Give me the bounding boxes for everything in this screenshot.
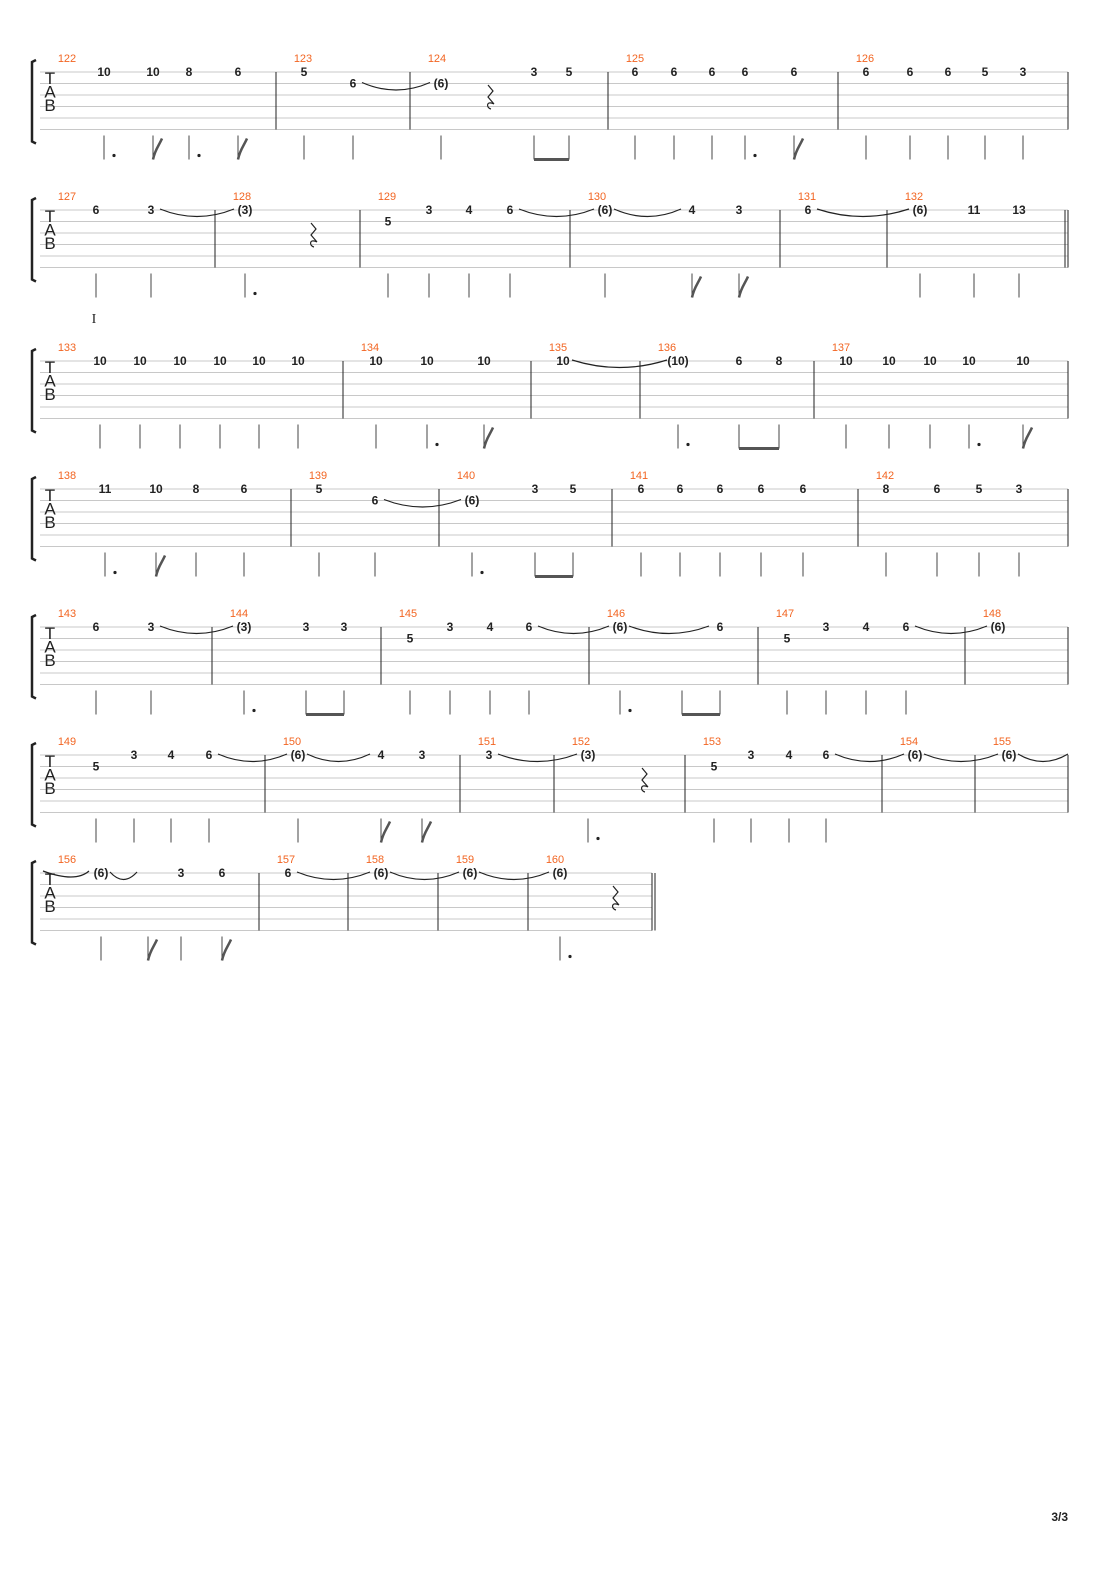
fret-number: 6 [716,482,724,496]
tab-clef-a: A [44,765,56,785]
fret-number: (6) [990,620,1006,634]
fret-number: 6 [205,748,213,762]
fret-number: 4 [862,620,870,634]
fret-number: 5 [384,214,392,229]
measure-number: 139 [308,470,328,482]
quarter-rest [613,886,619,910]
fret-number: 6 [637,482,645,496]
duration-dot [568,955,571,958]
fret-number: 10 [882,354,896,368]
system-bracket [32,198,36,282]
fret-number: (3) [237,203,253,217]
fret-number: 5 [300,65,308,79]
quarter-rest [488,85,494,109]
eighth-flag [153,139,162,160]
fret-number: (6) [552,866,568,880]
system-bracket [32,477,36,561]
tab-clef-b: B [44,96,56,115]
tab-clef-t: T [44,358,56,377]
fret-number: (3) [580,748,596,762]
fret-number: 3 [735,203,743,217]
tab-clef-b: B [44,651,56,670]
fret-number: 6 [708,65,716,79]
measure-number: 127 [57,191,77,203]
measure-number: 129 [377,191,397,203]
fret-number: 3 [822,620,830,634]
eighth-flag [238,139,247,160]
tab-clef-t: T [44,207,56,226]
measure-number: 130 [587,191,607,203]
eighth-flag [692,277,701,298]
measure-number: 140 [456,470,476,482]
fret-number: 8 [775,354,783,368]
fret-number: 3 [747,748,755,762]
fret-number: 3 [425,203,433,217]
tab-clef-t: T [44,752,56,771]
duration-dot [686,443,689,446]
fret-number: 6 [822,748,830,762]
tab-clef-t: T [44,69,56,88]
quarter-rest [642,768,648,792]
measure-number: 141 [629,470,649,482]
measure-number: 135 [548,342,568,354]
fret-number: (6) [612,620,628,634]
measure-number: 154 [899,736,919,748]
fret-number: 10 [420,354,434,368]
fret-number: 4 [377,748,385,762]
fret-number: 10 [93,354,107,368]
fret-number: 4 [688,203,696,217]
fret-number: 3 [418,748,426,762]
tab-clef-b: B [44,779,56,798]
fret-number: 8 [192,482,200,496]
fret-number: 10 [477,354,491,368]
fret-number: 5 [981,65,989,79]
fret-number: 8 [185,65,193,79]
fret-number: 10 [369,354,383,368]
fret-number: 5 [569,482,577,496]
fret-number: 3 [147,620,155,634]
fret-number: 3 [530,65,538,79]
measure-number: 131 [797,191,817,203]
measure-number: 143 [57,608,77,620]
measure-number: 145 [398,608,418,620]
tab-clef-a: A [44,82,56,102]
fret-number: 6 [757,482,765,496]
tab-clef-b: B [44,234,56,253]
measure-number: 159 [455,854,475,866]
fret-number: 6 [933,482,941,496]
fret-number: (6) [464,493,480,508]
fret-number: (6) [912,203,928,217]
fret-number: 10 [97,65,111,79]
tab-clef-b: B [44,513,56,532]
fret-number: 6 [349,76,357,91]
fret-number: 3 [446,620,454,634]
duration-dot [977,443,980,446]
fret-number: 3 [177,866,185,880]
fret-number: 6 [92,203,100,217]
fret-number: 10 [923,354,937,368]
duration-dot [253,292,256,295]
measure-number: 122 [57,53,77,65]
measure-number: 126 [855,53,875,65]
duration-dot [252,709,255,712]
fret-number: 3 [130,748,138,762]
eighth-flag [156,556,165,577]
measure-number: 147 [775,608,795,620]
duration-dot [435,443,438,446]
eighth-flag [739,277,748,298]
section-marker: I [91,312,97,327]
eighth-flag [484,428,493,449]
fret-number: 10 [173,354,187,368]
fret-number: 4 [167,748,175,762]
fret-number: 10 [1016,354,1030,368]
measure-number: 133 [57,342,77,354]
fret-number: 10 [133,354,147,368]
eighth-flag [381,822,390,843]
fret-number: 5 [710,759,718,774]
fret-number: 6 [284,866,292,880]
duration-dot [628,709,631,712]
measure-number: 146 [606,608,626,620]
tab-clef-b: B [44,897,56,916]
measure-number: 144 [229,608,249,620]
duration-dot [753,154,756,157]
measure-number: 142 [875,470,895,482]
fret-number: 3 [1019,65,1027,79]
fret-number: 6 [506,203,514,217]
eighth-flag [794,139,803,160]
fret-number: 3 [1015,482,1023,496]
measure-number: 150 [282,736,302,748]
fret-number: (6) [433,76,449,91]
tab-clef-a: A [44,883,56,903]
fret-number: (6) [1001,748,1017,762]
fret-number: 4 [486,620,494,634]
measure-number: 148 [982,608,1002,620]
fret-number: 11 [967,203,981,217]
fret-number: 6 [862,65,870,79]
fret-number: (10) [667,354,689,368]
fret-number: 10 [962,354,976,368]
fret-number: 6 [799,482,807,496]
tab-clef-a: A [44,499,56,519]
fret-number: 6 [234,65,242,79]
fret-number: 10 [252,354,266,368]
fret-number: 10 [213,354,227,368]
duration-dot [112,154,115,157]
fret-number: 8 [882,482,890,496]
fret-number: 4 [465,203,473,217]
fret-number: 6 [944,65,952,79]
fret-number: 5 [92,759,100,774]
fret-number: 6 [906,65,914,79]
fret-number: 5 [975,482,983,496]
fret-number: 6 [371,493,379,508]
fret-number: 10 [149,482,163,496]
measure-number: 160 [545,854,565,866]
fret-number: 6 [676,482,684,496]
fret-number: 6 [631,65,639,79]
tab-clef-b: B [44,385,56,404]
fret-number: 3 [485,748,493,762]
system-bracket [32,743,36,827]
system-bracket [32,60,36,144]
eighth-flag [222,940,231,961]
system-bracket [32,615,36,699]
measure-number: 155 [992,736,1012,748]
measure-number: 157 [276,854,296,866]
measure-number: 132 [904,191,924,203]
duration-dot [480,571,483,574]
fret-number: (6) [93,866,109,880]
fret-number: (6) [907,748,923,762]
measure-number: 138 [57,470,77,482]
fret-number: 5 [565,65,573,79]
measure-number: 156 [57,854,77,866]
measure-number: 151 [477,736,497,748]
fret-number: (6) [290,748,306,762]
tab-clef-a: A [44,371,56,391]
duration-dot [596,837,599,840]
system-bracket [32,861,36,945]
fret-number: 10 [146,65,160,79]
measure-number: 149 [57,736,77,748]
tab-clef-a: A [44,637,56,657]
measure-number: 123 [293,53,313,65]
fret-number: 6 [790,65,798,79]
measure-number: 136 [657,342,677,354]
fret-number: 10 [556,354,570,368]
fret-number: 6 [902,620,910,634]
fret-number: 11 [98,482,112,496]
measure-number: 128 [232,191,252,203]
fret-number: 6 [525,620,533,634]
tab-clef-t: T [44,624,56,643]
fret-number: 6 [716,620,724,634]
duration-dot [197,154,200,157]
eighth-flag [422,822,431,843]
tab-clef-t: T [44,486,56,505]
fret-number: 6 [741,65,749,79]
fret-number: 10 [839,354,853,368]
quarter-rest [311,223,317,247]
measure-number: 153 [702,736,722,748]
tab-clef-t: T [44,870,56,889]
page-number: 3/3 [1051,1510,1068,1524]
eighth-flag [1023,428,1032,449]
fret-number: (6) [597,203,613,217]
measure-number: 134 [360,342,380,354]
fret-number: 6 [240,482,248,496]
fret-number: 3 [147,203,155,217]
measure-number: 158 [365,854,385,866]
tab-clef-a: A [44,220,56,240]
fret-number: 3 [302,620,310,634]
fret-number: 6 [804,203,812,217]
fret-number: 5 [406,631,414,646]
fret-number: 13 [1012,203,1026,217]
fret-number: 4 [785,748,793,762]
fret-number: 3 [531,482,539,496]
fret-number: 6 [670,65,678,79]
fret-number: 6 [92,620,100,634]
fret-number: (3) [236,620,252,634]
fret-number: 10 [291,354,305,368]
fret-number: (6) [373,866,389,880]
fret-number: (6) [462,866,478,880]
fret-number: 5 [315,482,323,496]
fret-number: 6 [218,866,226,880]
system-bracket [32,349,36,433]
fret-number: 5 [783,631,791,646]
fret-number: 6 [735,354,743,368]
measure-number: 124 [427,53,447,65]
eighth-flag [148,940,157,961]
duration-dot [113,571,116,574]
measure-number: 137 [831,342,851,354]
measure-number: 152 [571,736,591,748]
measure-number: 125 [625,53,645,65]
fret-number: 3 [340,620,348,634]
